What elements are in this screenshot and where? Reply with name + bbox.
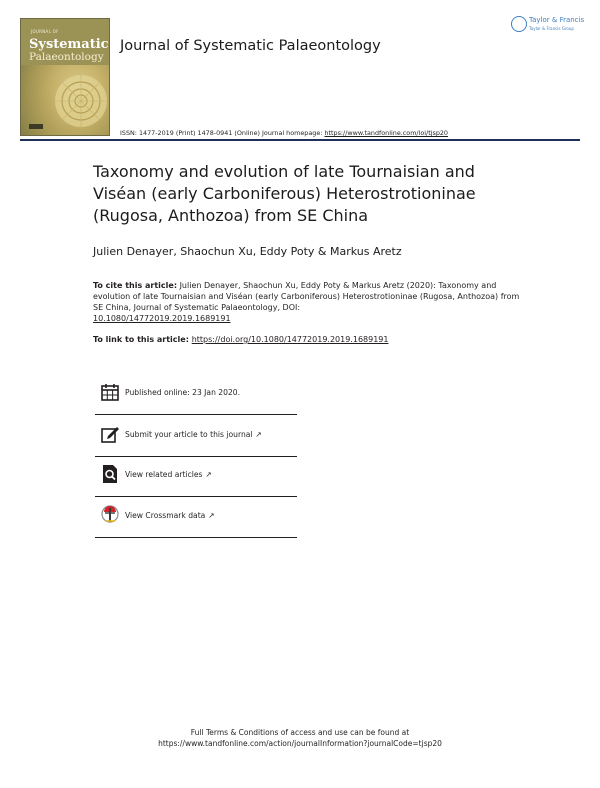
issn-line: [120, 129, 448, 137]
publisher-logo-subtext: Taylor & Francis Group: [529, 26, 574, 31]
submit-article-link[interactable]: [125, 430, 262, 439]
crossmark-label: View Crossmark data: [125, 511, 206, 520]
cover-publisher-mark: [29, 124, 43, 129]
crossmark-row[interactable]: [95, 500, 297, 538]
external-link-icon: ↗: [208, 511, 215, 520]
submit-article-row[interactable]: [95, 419, 297, 457]
journal-title: Journal of Systematic Palaeontology: [120, 38, 381, 54]
related-articles-link[interactable]: [125, 470, 212, 479]
article-link-label: To link to this article:: [93, 335, 192, 344]
external-link-icon: ↗: [255, 430, 262, 439]
calendar-icon: [100, 382, 120, 402]
article-link-block: [93, 335, 389, 344]
journal-information-link[interactable]: https://www.tandfonline.com/action/journalInformation?journalCode=tjsp20: [158, 739, 442, 748]
search-document-icon: [100, 464, 120, 484]
publisher-logo-text: Taylor & Francis: [529, 16, 585, 24]
citation-block: [93, 280, 523, 324]
issn-text: ISSN: 1477-2019 (Print) 1478-0941 (Online) Journal homepage:: [120, 129, 325, 137]
terms-text: Full Terms & Conditions of access and use can be found at: [190, 728, 410, 737]
edit-icon: [100, 424, 120, 444]
row-divider: [95, 537, 297, 538]
cover-small-text: JOURNAL OF: [31, 29, 59, 34]
external-link-icon: ↗: [205, 470, 212, 479]
related-articles-row[interactable]: [95, 459, 297, 497]
article-doi-link[interactable]: https://doi.org/10.1080/14772019.2019.1689191: [191, 335, 389, 344]
cover-title-line1: Systematic: [29, 37, 109, 52]
article-authors: Julien Denayer, Shaochun Xu, Eddy Poty & Markus Aretz: [93, 245, 402, 258]
citation-label: To cite this article:: [93, 281, 178, 290]
journal-homepage-link[interactable]: https://www.tandfonline.com/loi/tjsp20: [324, 129, 449, 137]
row-divider: [95, 496, 297, 497]
row-divider: [95, 456, 297, 457]
published-row: [95, 377, 297, 415]
crossmark-icon: [100, 505, 120, 525]
cover-title-line2: Palaeontology: [29, 51, 104, 63]
publisher-logo-icon: [511, 16, 527, 32]
publisher-logo: [511, 14, 585, 38]
submit-article-label: Submit your article to this journal: [125, 430, 253, 439]
crossmark-link[interactable]: [125, 511, 215, 520]
ammonite-fossil-icon: [49, 71, 109, 131]
journal-cover-image: [20, 18, 110, 136]
related-articles-label: View related articles: [125, 470, 203, 479]
row-divider: [95, 414, 297, 415]
article-title: Taxonomy and evolution of late Tournaisian and Viséan (early Carboniferous) Heterostrotioninae (Rugosa, Anthozoa) from SE China: [93, 162, 476, 225]
published-date-text: Published online: 23 Jan 2020.: [125, 388, 241, 397]
citation-doi-link[interactable]: 10.1080/14772019.2019.1689191: [93, 314, 231, 323]
citation-text: Julien Denayer, Shaochun Xu, Eddy Poty & Markus Aretz (2020): Taxonomy and evolution of late Tournaisian and Viséan (early Carboniferous) Heterostrotioninae (Rugosa, Anthozoa) from SE China, Journal of Systematic Palaeontology, DOI:: [93, 281, 520, 312]
header-divider: [20, 139, 580, 141]
terms-footer: [100, 727, 500, 749]
